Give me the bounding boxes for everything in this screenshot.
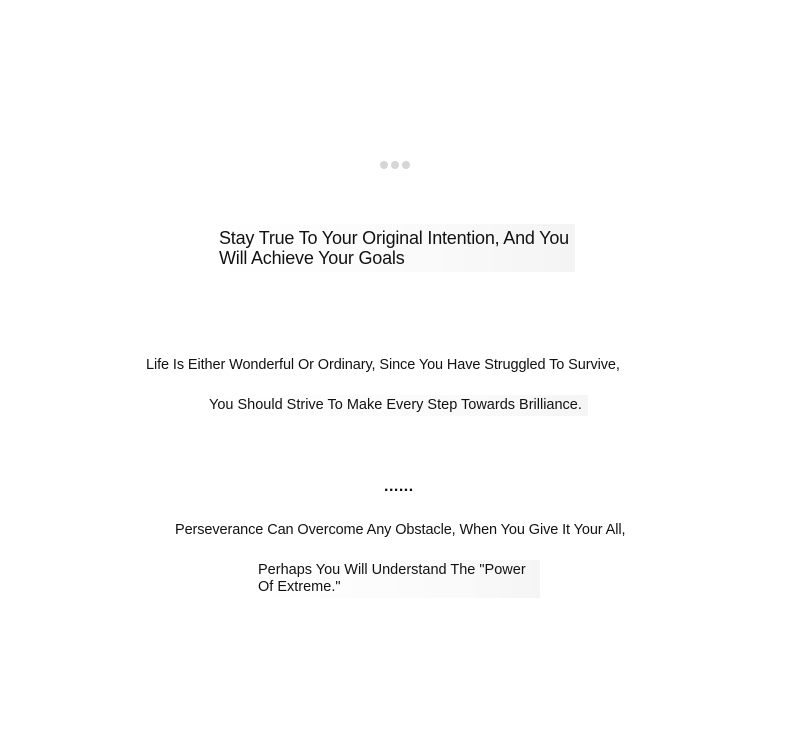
page-heading: Stay True To Your Original Intention, And You Will Achieve Your Goals xyxy=(213,224,575,272)
separator-ellipsis: ...... xyxy=(384,478,414,495)
loading-dot xyxy=(380,161,388,169)
loading-dot xyxy=(402,161,410,169)
loading-dot xyxy=(391,161,399,169)
loading-indicator xyxy=(380,161,410,169)
quote-line-2: Perseverance Can Overcome Any Obstacle, When You Give It Your All, xyxy=(175,522,626,538)
quote-block-2: Perhaps You Will Understand The "Power Of Extreme." xyxy=(252,560,540,598)
quote-line-1: Life Is Either Wonderful Or Ordinary, Since You Have Struggled To Survive, xyxy=(146,357,620,373)
quote-block-1: You Should Strive To Make Every Step Towards Brilliance. xyxy=(203,395,588,416)
